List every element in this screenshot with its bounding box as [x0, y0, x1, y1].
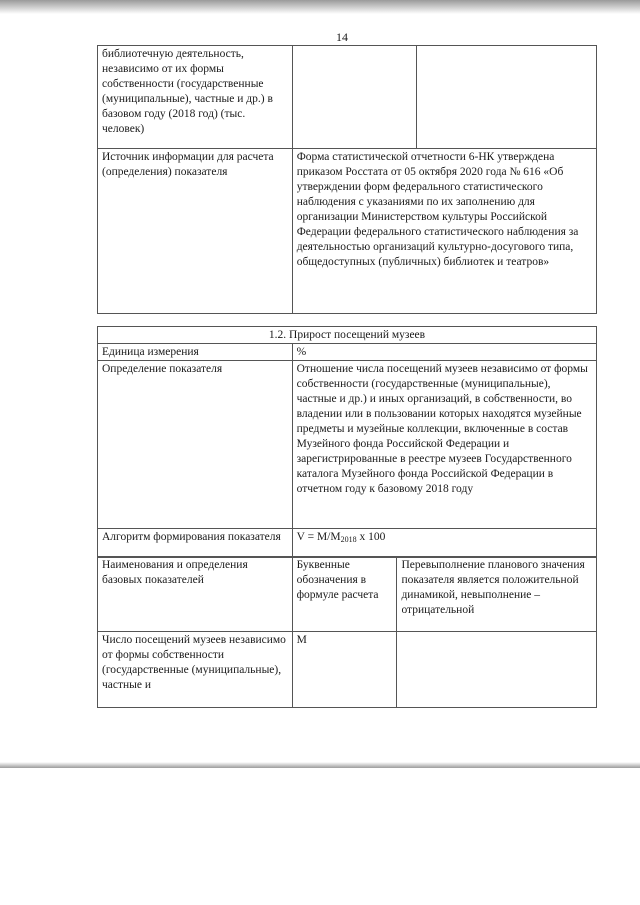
empty-cell — [397, 632, 597, 708]
section-title: 1.2. Прирост посещений музеев — [98, 327, 597, 344]
base-value-label: библиотечную деятельность, независимо от их формы собственности (государственные (муниципальные), частные и др.) в базовом году (2018 год) (тыс. человек) — [98, 46, 293, 149]
table-row — [98, 529, 597, 558]
formula-suffix: x 100 — [356, 531, 386, 543]
indicator-table-part-1 — [97, 45, 597, 314]
table-row — [98, 557, 597, 632]
table-row — [98, 361, 597, 529]
page-number: 14 — [336, 30, 348, 44]
definition-value: Отношение числа посещений музеев независимо от формы собственности (государственные (муниципальные), частные и др.) и иных организаций, в собственности, во владении или в пользовании которых находятся музейные предметы и музейные коллекции, включенные в состав Музейного фонда Российской Федерации и зарегистрированные в реестре музеев Государственного каталога Музейного фонда Российской Федерации в отчетном году к базовому 2018 году — [292, 361, 596, 529]
museum-visits-label: Число посещений музеев независимо от формы собственности (государственные (муниципальные), частные и — [98, 632, 293, 708]
source-value: Форма статистической отчетности 6-НК утверждена приказом Росстата от 05 октября 2020 года № 616 «Об утверждении форм федерального статистического наблюдения с указаниями по их заполнению для организации Министерством культуры Российской Федерации федерального статистического наблюдения за деятельностью организаций культурно-досугового типа, общедоступных (публичных) библиотек и театров» — [292, 149, 596, 314]
base-indicators-table — [97, 556, 597, 708]
unit-label: Единица измерения — [98, 344, 293, 361]
indicator-table-museums — [97, 326, 597, 558]
source-label: Источник информации для расчета (определения) показателя — [98, 149, 293, 314]
table-row — [98, 327, 597, 344]
definition-label: Определение показателя — [98, 361, 293, 529]
empty-cell — [292, 46, 417, 149]
table-row — [98, 149, 597, 314]
scan-edge-bottom — [0, 762, 640, 768]
formula — [292, 529, 596, 558]
empty-cell — [417, 46, 597, 149]
table-row — [98, 46, 597, 149]
scan-shadow-top — [0, 0, 640, 14]
formula-prefix: V = M/M — [296, 531, 341, 543]
museum-visits-symbol: М — [292, 632, 397, 708]
symbols-header: Буквенные обозначения в формуле расчета — [292, 557, 397, 632]
unit-value: % — [292, 344, 596, 361]
table-row — [98, 632, 597, 708]
dynamics-header: Перевыполнение планового значения показателя является положительной динамикой, невыполнение – отрицательной — [397, 557, 597, 632]
table-row — [98, 344, 597, 361]
names-header: Наименования и определения базовых показателей — [98, 557, 293, 632]
algorithm-label: Алгоритм формирования показателя — [98, 529, 293, 558]
formula-subscript: 2018 — [340, 535, 357, 544]
